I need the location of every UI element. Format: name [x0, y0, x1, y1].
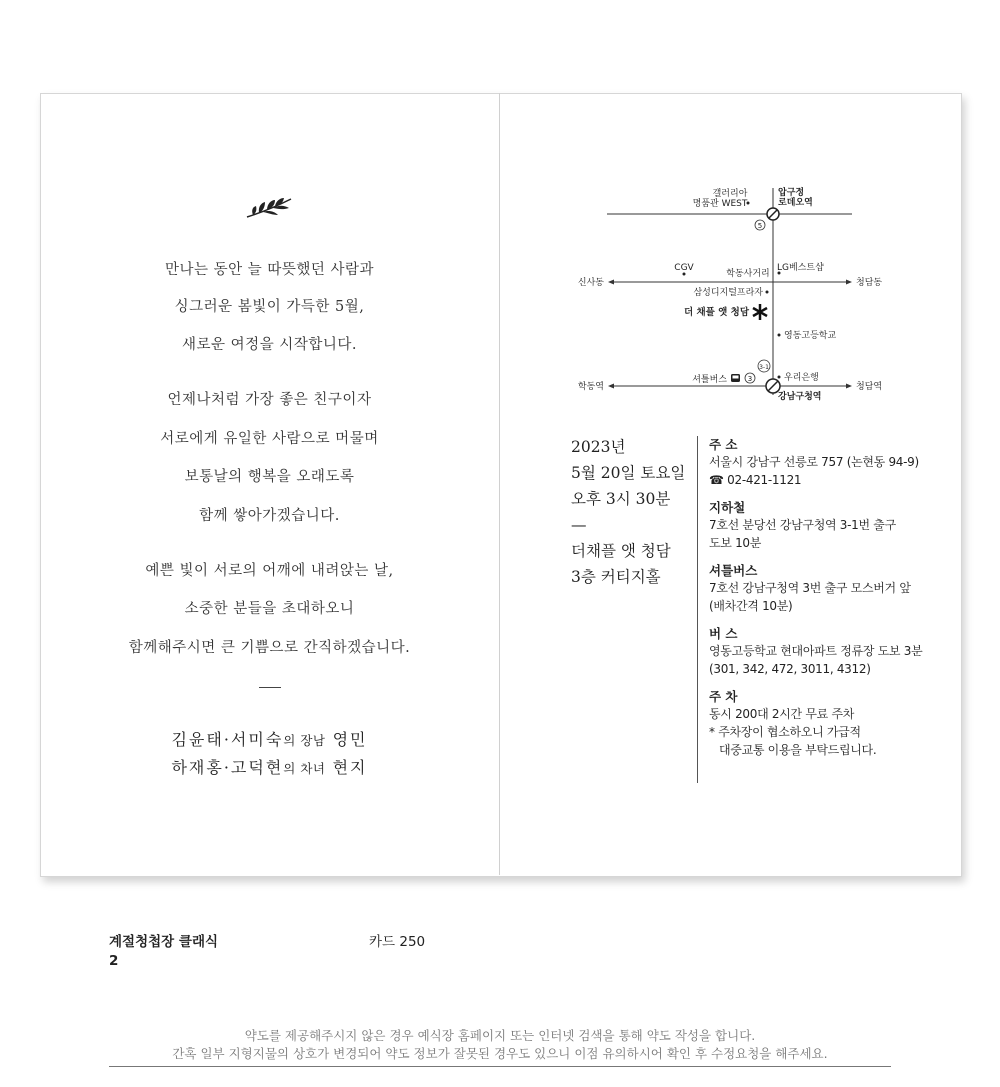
parking-line: * 주차장이 협소하오니 가급적	[709, 725, 861, 739]
address-section	[709, 435, 949, 489]
event-year: 2023년	[571, 438, 626, 456]
phone-line: ☎ 02-421-1121	[709, 473, 802, 487]
map-label-shuttle-bus: 셔틀버스	[692, 375, 727, 385]
message-line: 보통날의 행복을 오래도록	[184, 469, 355, 485]
groom-relation: 의 장남	[283, 733, 326, 748]
bus-line: (301, 342, 472, 3011, 4312)	[709, 662, 871, 676]
map-label-hakdong-crossroad: 학동사거리	[726, 269, 770, 279]
message-line: 예쁜 빛이 서로의 어깨에 내려앉는 날,	[145, 563, 394, 579]
message-line: 함께 쌓아가겠습니다.	[199, 508, 340, 524]
map-label-cheongdam: 청담동	[856, 278, 883, 288]
bus-icon	[731, 374, 740, 382]
map-label-lg-best: LG베스트샵	[777, 263, 824, 273]
bride-name: 현지	[332, 758, 368, 777]
message-line: 소중한 분들을 초대하오니	[184, 601, 355, 617]
subway-icon	[766, 379, 780, 393]
groom-name: 영민	[332, 730, 368, 749]
message-line: 서로에게 유일한 사람으로 머물며	[160, 431, 379, 447]
subway-line: 7호선 분당선 강남구청역 3-1번 출구	[709, 518, 896, 532]
map-label-yeongdong-school: 영동고등학교	[784, 331, 837, 341]
product-name: 계절청첩장 클래식	[109, 934, 219, 950]
card-fold-line	[499, 93, 500, 875]
exit-3-1-label: 3-1	[759, 364, 769, 371]
bride-relation: 의 차녀	[283, 761, 326, 776]
parking-section	[709, 687, 949, 759]
bride-parents: 하재홍·고덕현	[171, 758, 284, 777]
subway-line: 도보 10분	[709, 536, 762, 550]
address-line: 서울시 강남구 선릉로 757 (논현동 94-9)	[709, 455, 919, 469]
map-label-gangnamgu-station: 강남구청역	[778, 392, 822, 402]
bottom-divider	[109, 1066, 891, 1067]
subway-section	[709, 498, 949, 552]
bus-title: 버 스	[709, 626, 738, 641]
map-label-apgujeong: 압구정	[778, 188, 805, 198]
map-label-galleria-west: 명품관 WEST	[692, 199, 748, 209]
exit-3-label: 3	[747, 375, 753, 383]
shuttle-title: 셔틀버스	[709, 563, 758, 578]
bus-section	[709, 624, 949, 678]
directions-info	[709, 435, 949, 768]
bride-parents-line	[40, 755, 499, 778]
bus-line: 영동고등학교 현대아파트 정류장 도보 3분	[709, 644, 923, 658]
message-line: 만나는 동안 늘 따뜻했던 사람과	[164, 262, 375, 278]
subway-title: 지하철	[709, 500, 746, 515]
parking-line: 대중교통 이용을 부탁드립니다.	[719, 743, 877, 757]
map-label-sinsa: 신사동	[577, 278, 604, 288]
event-date-block	[571, 434, 685, 590]
info-divider	[697, 436, 698, 783]
event-time: 오후 3시 30분	[571, 490, 671, 508]
leaf-icon	[245, 193, 295, 225]
product-card-code: 카드 250	[369, 934, 426, 950]
message-line: 새로운 여정을 시작합니다.	[182, 337, 357, 353]
map-label-rodeo-station: 로데오역	[778, 198, 813, 208]
map-label-venue: 더 채플 앳 청담	[684, 307, 749, 318]
event-hall: 3층 커티지홀	[571, 568, 661, 586]
message-line: 함께해주시면 큰 기쁨으로 간직하겠습니다.	[128, 640, 411, 656]
notice-line: 약도를 제공해주시지 않은 경우 예식장 홈페이지 또는 인터넷 검색을 통해 약도 작성을 합니다.	[244, 1028, 756, 1043]
subway-icon	[767, 208, 779, 220]
map-label-samsung-plaza: 삼성디지털프라자	[693, 288, 763, 298]
divider-dash	[259, 687, 281, 688]
map-label-galleria: 갤러리아	[712, 189, 748, 199]
exit-5-label: 5	[757, 222, 763, 230]
event-dash: —	[571, 516, 587, 534]
address-title: 주 소	[709, 437, 738, 452]
map-label-hakdong-station: 학동역	[577, 382, 604, 392]
venue-asterisk-icon	[753, 304, 767, 320]
invitation-left-page	[40, 93, 499, 875]
map-label-cgv: CGV	[674, 263, 694, 273]
event-date: 5월 20일 토요일	[571, 464, 686, 482]
notice-line: 간혹 일부 지형지물의 상호가 변경되어 약도 정보가 잘못된 경우도 있으니 이점 유의하시어 확인 후 수정요청을 해주세요.	[172, 1046, 828, 1061]
product-number: 2	[109, 953, 119, 969]
shuttle-line: 7호선 강남구청역 3번 출구 모스버거 앞	[709, 581, 911, 595]
map-label-cheongdam-station: 청담역	[856, 382, 883, 392]
location-map	[560, 180, 900, 410]
shuttle-section	[709, 561, 949, 615]
groom-parents: 김윤태·서미숙	[171, 730, 284, 749]
parking-line: 동시 200대 2시간 무료 주차	[709, 707, 855, 721]
event-venue: 더채플 앳 청담	[571, 542, 671, 560]
map-label-woori-bank: 우리은행	[784, 373, 819, 383]
message-line: 싱그러운 봄빛이 가득한 5월,	[174, 299, 365, 315]
parking-title: 주 차	[709, 689, 738, 704]
shuttle-line: (배차간격 10분)	[709, 599, 793, 613]
groom-parents-line	[40, 727, 499, 750]
message-line: 언제나처럼 가장 좋은 친구이자	[167, 392, 372, 408]
